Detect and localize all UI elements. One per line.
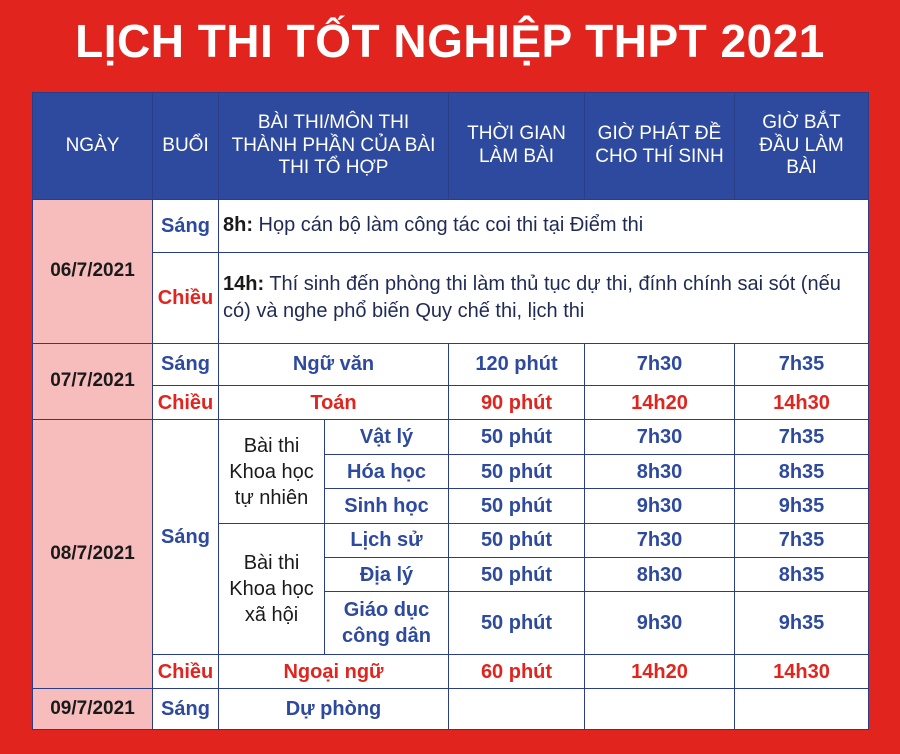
subject-cell: Toán (219, 386, 449, 420)
header-gio-phat-de: GIỜ PHÁT ĐỀ CHO THÍ SINH (585, 93, 735, 200)
duration-cell: 50 phút (449, 454, 585, 488)
issue-time-cell: 14h20 (585, 655, 735, 689)
session-sang-day4: Sáng (153, 689, 219, 730)
table-row (33, 252, 869, 343)
duration-cell: 50 phút (449, 523, 585, 557)
note-text: Thí sinh đến phòng thi làm thủ tục dự thi, đính chính sai sót (nếu có) và nghe phổ biến Quy chế thi, lịch thi (223, 272, 841, 322)
page-title: LỊCH THI TỐT NGHIỆP THPT 2021 (75, 15, 825, 67)
session-chieu-day1: Chiều (153, 252, 219, 343)
issue-time-cell: 7h30 (585, 523, 735, 557)
duration-cell: 50 phút (449, 489, 585, 523)
duration-cell: 50 phút (449, 420, 585, 454)
subject-cell: Dự phòng (219, 689, 449, 730)
note-text: Họp cán bộ làm công tác coi thi tại Điểm thi (253, 214, 644, 237)
empty-cell (449, 689, 585, 730)
table-row (33, 386, 869, 420)
start-time-cell: 9h35 (735, 489, 869, 523)
subject-cell: Vật lý (325, 420, 449, 454)
header-bai-thi: BÀI THI/MÔN THI THÀNH PHẦN CỦA BÀI THI TỔ HỢP (219, 93, 449, 200)
subject-cell: Hóa học (325, 454, 449, 488)
subject-cell: Giáo dục công dân (325, 592, 449, 655)
issue-time-cell: 7h30 (585, 343, 735, 385)
subject-cell: Lịch sử (325, 523, 449, 557)
exam-schedule-table-wrap (32, 92, 868, 730)
session-sang-day1: Sáng (153, 200, 219, 253)
subject-cell: Địa lý (325, 557, 449, 591)
session-chieu-day2: Chiều (153, 386, 219, 420)
start-time-cell: 7h35 (735, 420, 869, 454)
session-chieu-day3: Chiều (153, 655, 219, 689)
group-natural-science: Bài thi Khoa học tự nhiên (219, 420, 325, 523)
start-time-cell: 8h35 (735, 454, 869, 488)
header-gio-bat-dau: GIỜ BẮT ĐẦU LÀM BÀI (735, 93, 869, 200)
start-time-cell: 14h30 (735, 655, 869, 689)
table-row (33, 200, 869, 253)
start-time-cell: 14h30 (735, 386, 869, 420)
table-row (33, 420, 869, 454)
table-row (33, 343, 869, 385)
session-sang-day2: Sáng (153, 343, 219, 385)
exam-schedule-table (32, 92, 869, 730)
empty-cell (585, 689, 735, 730)
date-cell-day3: 08/7/2021 (33, 420, 153, 689)
duration-cell: 90 phút (449, 386, 585, 420)
note-time: 8h: (223, 214, 253, 237)
subject-cell: Ngoại ngữ (219, 655, 449, 689)
issue-time-cell: 9h30 (585, 592, 735, 655)
note-day1-sang (219, 200, 869, 253)
empty-cell (735, 689, 869, 730)
header-ngay: NGÀY (33, 93, 153, 200)
issue-time-cell: 14h20 (585, 386, 735, 420)
issue-time-cell: 8h30 (585, 454, 735, 488)
issue-time-cell: 8h30 (585, 557, 735, 591)
table-row (33, 655, 869, 689)
table-header-row (33, 93, 869, 200)
start-time-cell: 7h35 (735, 523, 869, 557)
duration-cell: 50 phút (449, 592, 585, 655)
issue-time-cell: 7h30 (585, 420, 735, 454)
start-time-cell: 9h35 (735, 592, 869, 655)
start-time-cell: 8h35 (735, 557, 869, 591)
header-thoi-gian: THỜI GIAN LÀM BÀI (449, 93, 585, 200)
header-buoi: BUỔI (153, 93, 219, 200)
group-social-science: Bài thi Khoa học xã hội (219, 523, 325, 654)
issue-time-cell: 9h30 (585, 489, 735, 523)
start-time-cell: 7h35 (735, 343, 869, 385)
duration-cell: 120 phút (449, 343, 585, 385)
date-cell-day2: 07/7/2021 (33, 343, 153, 420)
date-cell-day4: 09/7/2021 (33, 689, 153, 730)
note-time: 14h: (223, 272, 265, 295)
date-cell-day1: 06/7/2021 (33, 200, 153, 344)
table-row (33, 689, 869, 730)
note-day1-chieu (219, 252, 869, 343)
duration-cell: 50 phút (449, 557, 585, 591)
subject-cell: Ngữ văn (219, 343, 449, 385)
duration-cell: 60 phút (449, 655, 585, 689)
session-sang-day3: Sáng (153, 420, 219, 655)
subject-cell: Sinh học (325, 489, 449, 523)
